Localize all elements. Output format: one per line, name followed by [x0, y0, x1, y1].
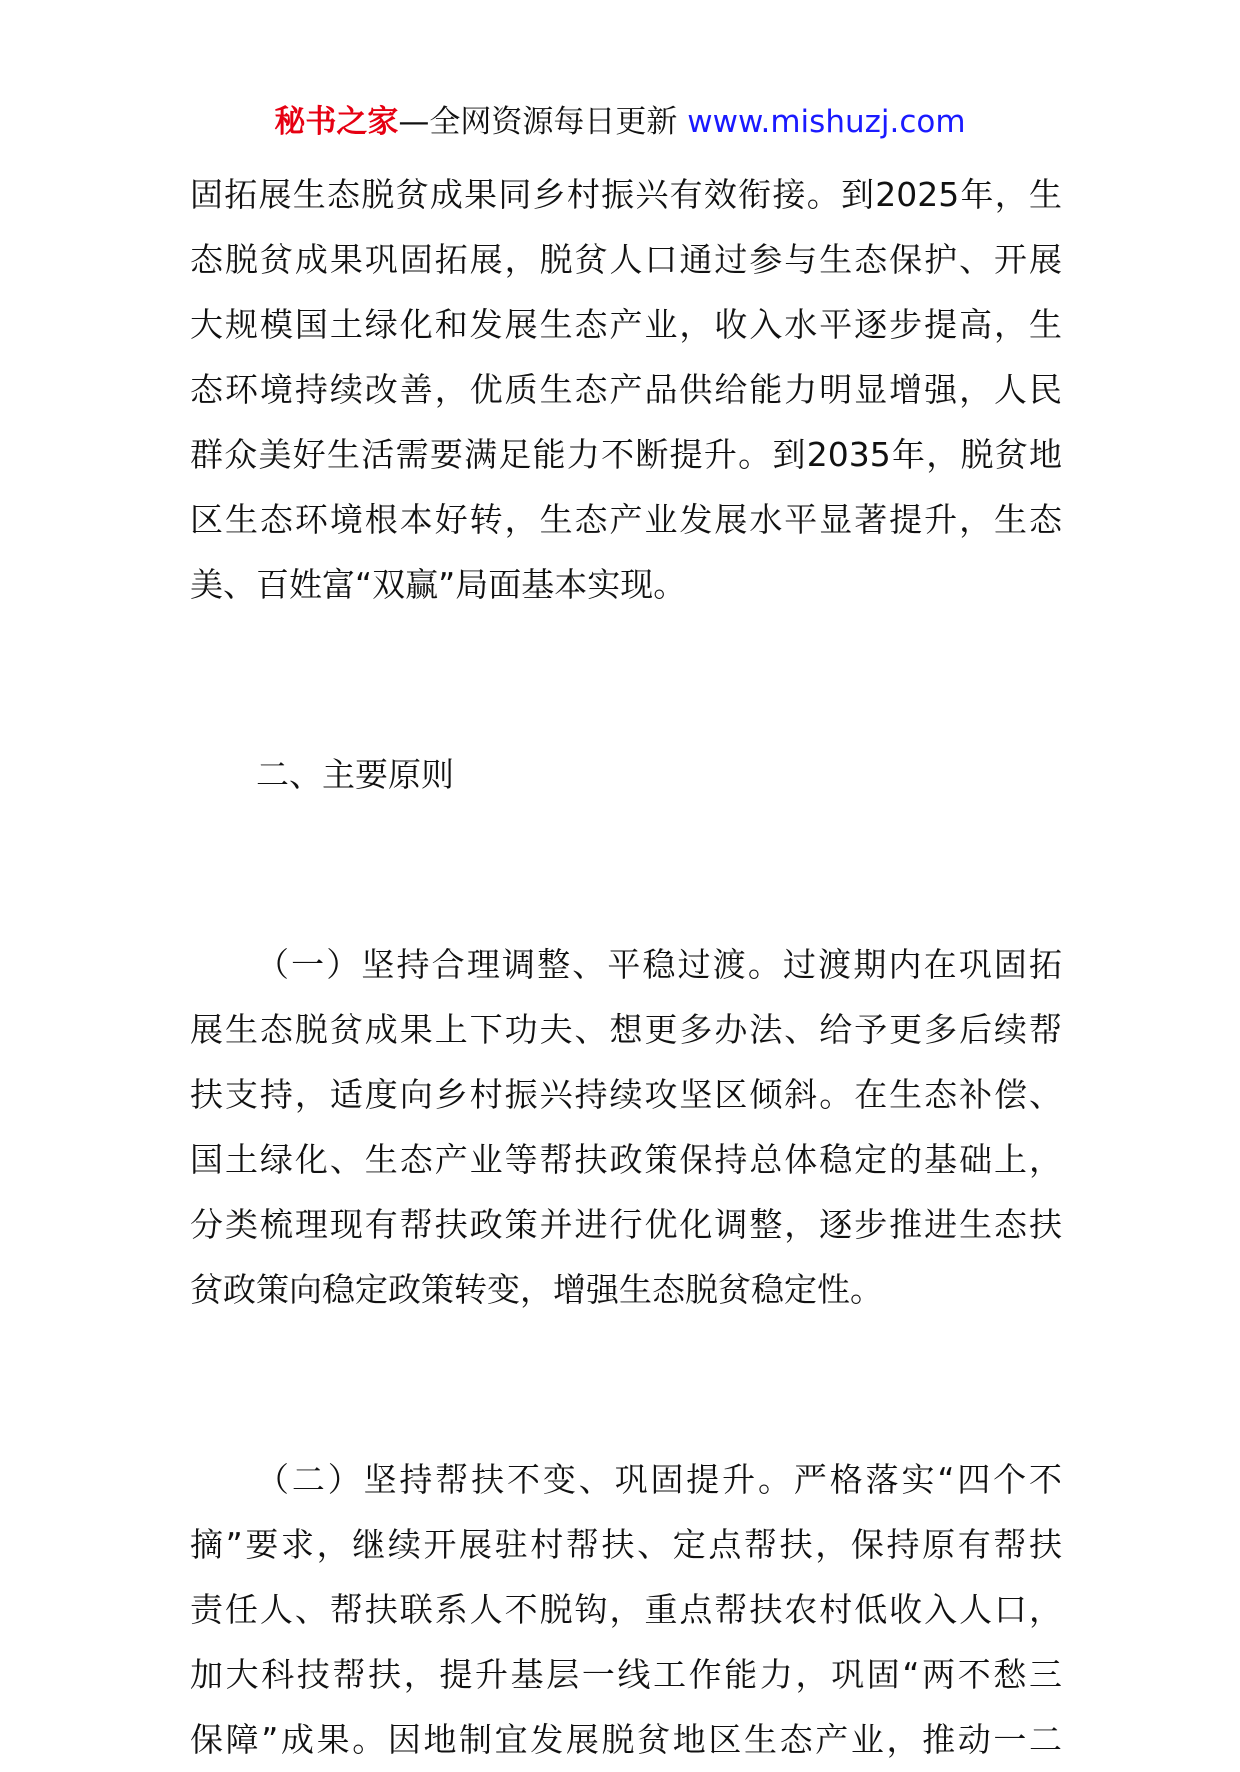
paragraph-principle-1: [190, 932, 1062, 1322]
text-line: 区生态环境根本好转，生态产业发展水平显著提升，生态: [190, 500, 1062, 539]
site-url-link[interactable]: www.mishuzj.com: [687, 104, 966, 140]
document-body: [190, 162, 1062, 1772]
text-line: 加大科技帮扶，提升基层一线工作能力，巩固“两不愁三: [190, 1655, 1062, 1694]
text-line: 美、百姓富“双赢”局面基本实现。: [190, 565, 687, 604]
text-line: 分类梳理现有帮扶政策并进行优化调整，逐步推进生态扶: [190, 1205, 1062, 1244]
text-line: 态环境持续改善，优质生态产品供给能力明显增强，人民: [190, 370, 1062, 409]
text-line: 固拓展生态脱贫成果同乡村振兴有效衔接。到2025年，生: [190, 175, 1062, 214]
text-line: 保障”成果。因地制宜发展脱贫地区生态产业，推动一二: [190, 1720, 1062, 1759]
text-line: 态脱贫成果巩固拓展，脱贫人口通过参与生态保护、开展: [190, 240, 1062, 279]
paragraph-principle-2: [190, 1447, 1062, 1772]
text-line: 贫政策向稳定政策转变，增强生态脱贫稳定性。: [190, 1270, 883, 1309]
section-heading-text: 二、主要原则: [256, 755, 454, 794]
paragraph-spacer: [190, 1322, 1062, 1447]
text-line: 扶支持，适度向乡村振兴持续攻坚区倾斜。在生态补偿、: [190, 1075, 1062, 1114]
text-line: 摘”要求，继续开展驻村帮扶、定点帮扶，保持原有帮扶: [190, 1525, 1062, 1564]
site-tagline: —全网资源每日更新: [398, 104, 678, 140]
section-heading: [190, 742, 1062, 807]
paragraph-spacer: [190, 617, 1062, 742]
text-line: （一）坚持合理调整、平稳过渡。过渡期内在巩固拓: [256, 945, 1062, 984]
text-line: 展生态脱贫成果上下功夫、想更多办法、给予更多后续帮: [190, 1010, 1062, 1049]
site-brand: 秘书之家: [274, 104, 399, 140]
text-line: 国土绿化、生态产业等帮扶政策保持总体稳定的基础上，: [190, 1140, 1062, 1179]
paragraph-spacer: [190, 807, 1062, 932]
text-line: 群众美好生活需要满足能力不断提升。到2035年，脱贫地: [190, 435, 1062, 474]
text-line: 大规模国土绿化和发展生态产业，收入水平逐步提高，生: [190, 305, 1062, 344]
site-header: [0, 100, 1240, 144]
text-line: 责任人、帮扶联系人不脱钩，重点帮扶农村低收入人口，: [190, 1590, 1062, 1629]
text-line: （二）坚持帮扶不变、巩固提升。严格落实“四个不: [256, 1460, 1062, 1499]
paragraph-goals: [190, 162, 1062, 617]
